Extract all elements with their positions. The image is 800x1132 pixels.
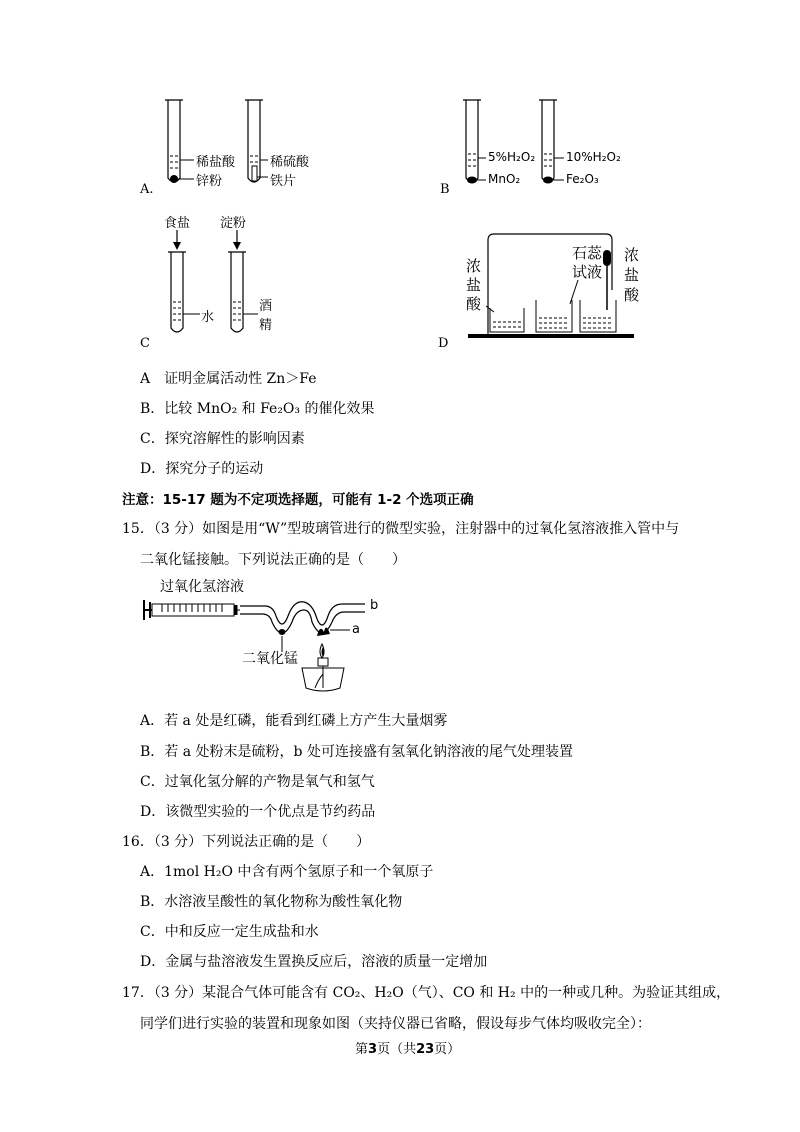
q15-option-b: B．若 a 处粉末是硫粉，b 处可连接盛有氢氧化钠溶液的尾气处理装置 [140, 744, 573, 760]
footer-page-number: 3 [368, 1042, 378, 1057]
q14-option-d: D．探究分子的运动 [140, 461, 264, 477]
q15-option-a: A．若 a 处是红磷，能看到红磷上方产生大量烟雾 [140, 713, 448, 729]
footer-suffix: 页） [434, 1042, 461, 1057]
q15-stem-line1: 15．（3 分）如图是用“W”型玻璃管进行的微型实验，注射器中的过氧化氢溶液推入管中与 [122, 521, 680, 537]
q14-option-b: B．比较 MnO₂ 和 Fe₂O₃ 的催化效果 [140, 401, 375, 417]
figure-d-letter: D [438, 336, 449, 351]
figure-a-tube1-reagent: 稀盐酸 [196, 155, 236, 170]
figure-a-tube2-reagent: 稀硫酸 [270, 155, 310, 170]
figure-d-right-label-2: 盐 [624, 266, 640, 284]
figure-b-tube1-solid: MnO₂ [488, 172, 521, 186]
figure-b-tube-2 [539, 100, 557, 182]
figure-d-left-label-2: 盐 [466, 276, 482, 294]
q15-figure-label-a: a [352, 622, 360, 637]
figure-d-mid-label-1: 石蕊 [572, 244, 603, 262]
figure-b-letter: B [440, 182, 450, 197]
q17-stem-line1: 17．（3 分）某混合气体可能含有 CO₂、H₂O（气）、CO 和 H₂ 中的一种或几种。为验证其组成， [122, 985, 731, 1001]
q16-stem: 16．（3 分）下列说法正确的是（ ） [122, 834, 371, 850]
figure-b-tube2-solid: Fe₂O₃ [566, 172, 599, 186]
figure-c-letter: C [140, 336, 150, 351]
figure-c-tube-2 [228, 252, 246, 332]
figure-a-tube-2 [245, 100, 263, 182]
q15-option-c: C．过氧化氢分解的产物是氧气和氢气 [140, 774, 375, 790]
q15-figure-top-label: 过氧化氢溶液 [160, 579, 244, 595]
q15-option-d: D．该微型实验的一个优点是节约药品 [140, 804, 376, 820]
q16-option-c: C．中和反应一定生成盐和水 [140, 924, 319, 940]
figure-c-solvent-2-line1: 酒 [259, 299, 273, 314]
q17-stem-line2: 同学们进行实验的装置和现象如图（夹持仪器已省略，假设每步气体均吸收完全）： [140, 1016, 651, 1032]
figure-c-solvent-1: 水 [201, 310, 215, 325]
q15-figure-bottom-label: 二氧化锰 [242, 651, 298, 667]
figure-b-tube2-reagent: 10%H₂O₂ [566, 150, 621, 164]
figure-d-beaker-2 [536, 300, 572, 332]
figure-a-tube1-solid: 锌粉 [196, 174, 223, 189]
footer-total-pages: 23 [416, 1042, 435, 1057]
q15-w-tube-apparatus [140, 592, 380, 702]
q14-option-c: C．探究溶解性的影响因素 [140, 431, 305, 447]
q16-option-b: B．水溶液呈酸性的氧化物称为酸性氧化物 [140, 894, 403, 910]
figure-b-tube1-reagent: 5%H₂O₂ [488, 150, 536, 164]
figure-c-solute-2: 淀粉 [220, 216, 247, 231]
figure-a-tube2-solid: 铁片 [270, 174, 297, 189]
figure-d-right-label-3: 酸 [624, 286, 640, 304]
figure-b-tube-1 [463, 100, 481, 182]
figure-d-beaker-1 [486, 306, 524, 332]
figure-d-right-label-1: 浓 [624, 246, 640, 264]
q16-option-d: D．金属与盐溶液发生置换反应后，溶液的质量一定增加 [140, 954, 488, 970]
figure-a-letter: A. [140, 182, 154, 197]
multi-choice-note: 注意：15-17 题为不定项选择题，可能有 1-2 个选项正确 [122, 492, 474, 508]
q15-w-tube [240, 602, 365, 633]
q15-syringe [144, 600, 240, 620]
figure-c-tube-1 [168, 252, 186, 332]
figure-d-left-label-3: 酸 [466, 295, 482, 313]
footer-mid: 页（共 [377, 1042, 417, 1057]
q14-option-a: A 证明金属活动性 Zn＞Fe [140, 371, 317, 387]
figure-d-beaker-3 [580, 300, 616, 332]
figure-d-mid-label-2: 试液 [572, 263, 603, 281]
figure-a-tube-1 [165, 100, 183, 182]
figure-d-dropper [603, 250, 611, 310]
figure-c-tubes [160, 228, 273, 338]
q15-stem-line2: 二氧化锰接触。下列说法正确的是（ ） [140, 552, 406, 568]
figure-c-solute-1: 食盐 [164, 216, 191, 231]
q16-option-a: A．1mol H₂O 中含有两个氢原子和一个氧原子 [140, 864, 434, 880]
q15-figure-label-b: b [370, 598, 379, 613]
footer-prefix: 第 [355, 1042, 369, 1057]
figure-d-left-label-1: 浓 [466, 257, 482, 275]
q15-alcohol-lamp [302, 644, 344, 691]
page-footer [355, 1038, 460, 1057]
figure-c-solvent-2-line2: 精 [259, 318, 273, 333]
figure-d-apparatus [466, 230, 646, 345]
